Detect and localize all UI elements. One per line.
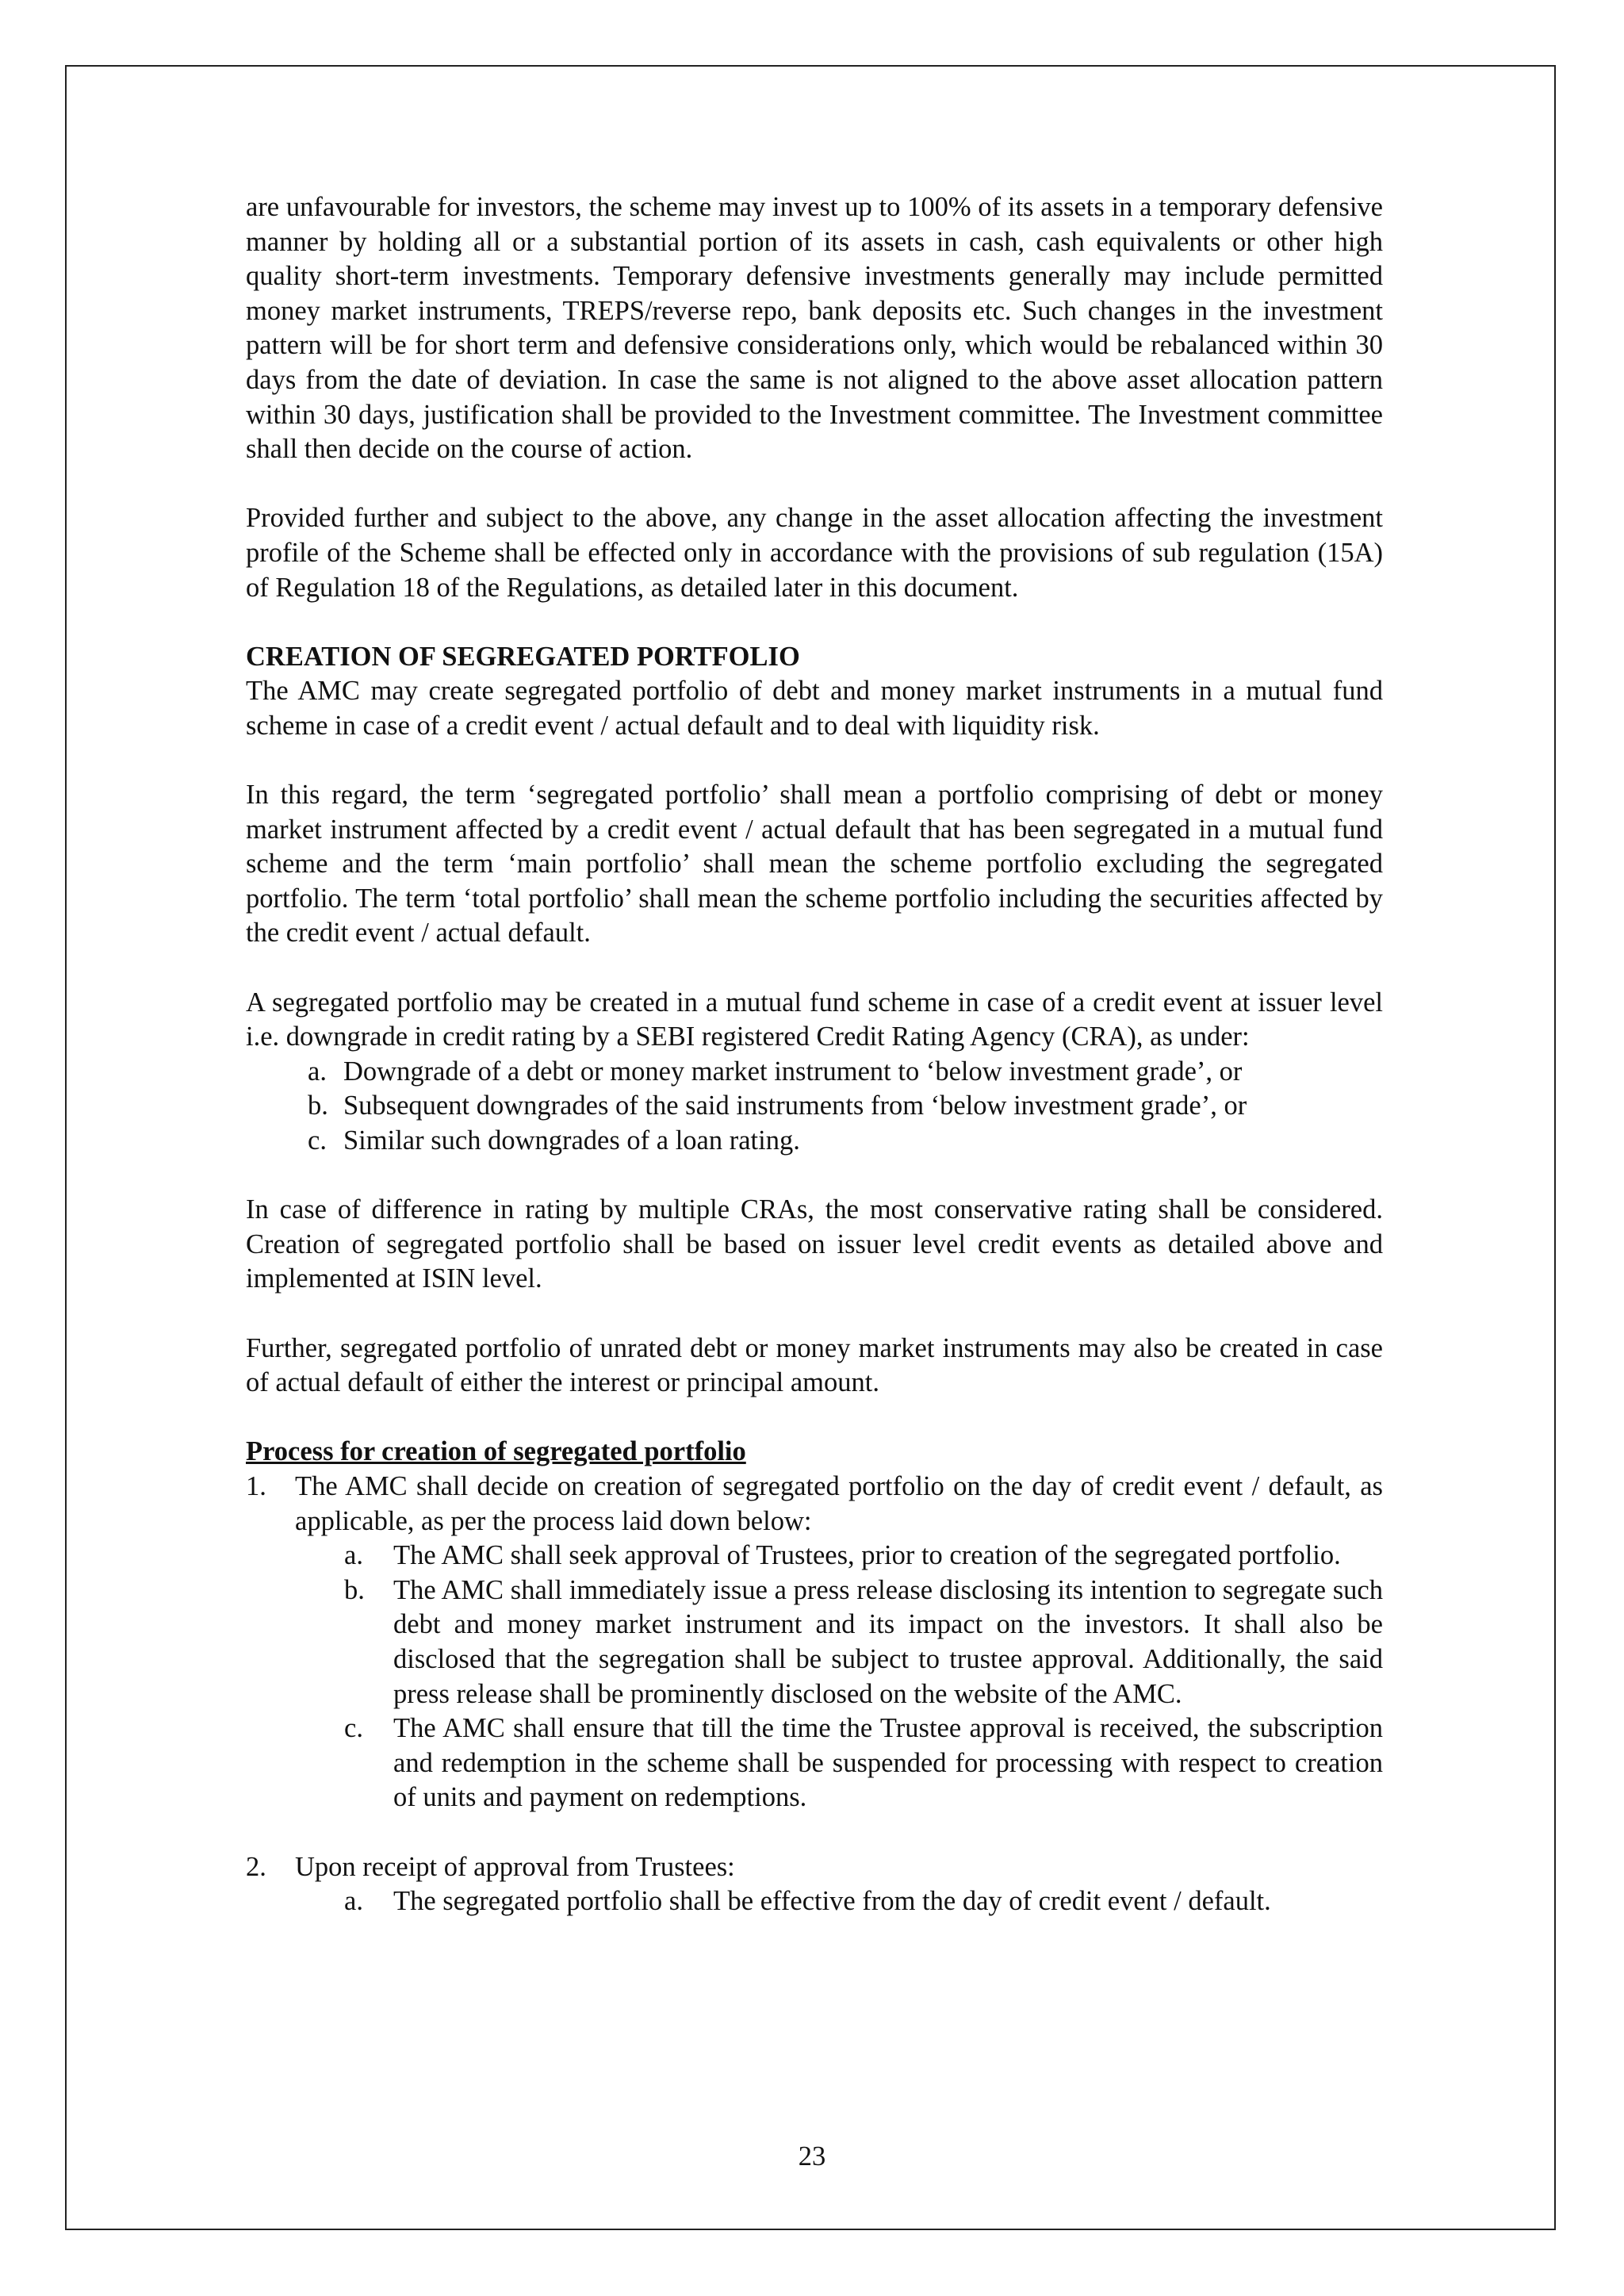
paragraph-credit-event: A segregated portfolio may be created in a mutual fund scheme in case of a credit event at issuer level i.e. downgrade in credit rating by a SEBI registered Credit Rating Agency (CRA), as under: (246, 987, 1383, 1052)
process-item-1 (246, 1470, 1383, 1539)
process-list (246, 1470, 1383, 1919)
paragraph-multiple-cras: In case of difference in rating by multiple CRAs, the most conservative rating shall be considered. Creation of segregated portfolio shall be based on issuer level credit events as detailed above and implemented at ISIN level. (246, 1194, 1383, 1294)
list-marker: a. (344, 1886, 363, 1917)
paragraph-definitions: In this regard, the term ‘segregated portfolio’ shall mean a portfolio comprising of debt or money market instrument affected by a credit event / actual default that has been segregated in a mutual fund scheme and the term ‘main portfolio’ shall mean the scheme portfolio excluding the segregated portfolio. The term ‘total portfolio’ shall mean the scheme portfolio including the securities affected by the credit event / actual default. (246, 780, 1383, 949)
list-item-text: The AMC shall ensure that till the time the Trustee approval is received, the subscription and redemption in the scheme shall be suspended for processing with respect to creation of units and payment on redemptions. (393, 1713, 1383, 1813)
list-item (246, 1055, 1383, 1090)
list-marker: 2. (246, 1851, 266, 1882)
paragraph-provided-further: Provided further and subject to the above, any change in the asset allocation affecting the investment profile of the Scheme shall be effected only in accordance with the provisions of sub regulation (15A) of Regulation 18 of the Regulations, as detailed later in this document. (246, 503, 1383, 603)
list-item-text: The segregated portfolio shall be effective from the day of credit event / default. (393, 1886, 1271, 1917)
list-item (246, 1884, 1383, 1919)
section-heading: CREATION OF SEGREGATED PORTFOLIO (246, 641, 800, 672)
cra-list (246, 1055, 1383, 1159)
list-item-text: Similar such downgrades of a loan rating. (343, 1125, 800, 1156)
paragraph-unrated-debt: Further, segregated portfolio of unrated debt or money market instruments may also be created in case of actual default of either the interest or principal amount. (246, 1332, 1383, 1398)
list-item (246, 1573, 1383, 1711)
list-item-text: Upon receipt of approval from Trustees: (295, 1851, 735, 1882)
list-marker: a. (308, 1056, 327, 1087)
list-marker: 1. (246, 1470, 266, 1501)
list-marker: a. (344, 1540, 363, 1571)
process-item-2 (246, 1850, 1383, 1885)
list-marker: c. (308, 1125, 327, 1156)
list-marker: b. (308, 1091, 328, 1121)
paragraph-temporary-defensive: are unfavourable for investors, the scheme may invest up to 100% of its assets in a temporary defensive manner by holding all or a substantial portion of its assets in cash, cash equivalents or other high quality short-term investments. Temporary defensive investments generally may include permitted money market instruments, TREPS/reverse repo, bank deposits etc. Such changes in the investment pattern will be for short term and defensive considerations only, which would be rebalanced within 30 days from the date of deviation. In case the same is not aligned to the above asset allocation pattern within 30 days, justification shall be provided to the Investment committee. The Investment committee shall then decide on the course of action. (246, 192, 1383, 465)
list-marker: b. (344, 1574, 365, 1605)
list-item (246, 1089, 1383, 1124)
subsection-heading: Process for creation of segregated portfolio (246, 1436, 746, 1467)
list-item-text: The AMC shall immediately issue a press release disclosing its intention to segregate such debt and money market instrument and its impact on the investors. It shall also be disclosed that the segregation shall be subject to trustee approval. Additionally, the said press release shall be prominently disclosed on the website of the AMC. (393, 1574, 1383, 1709)
list-item (246, 1124, 1383, 1159)
list-item (246, 1539, 1383, 1573)
list-item-text: The AMC shall seek approval of Trustees, prior to creation of the segregated portfolio. (393, 1540, 1341, 1571)
paragraph-amc-may-create: The AMC may create segregated portfolio of debt and money market instruments in a mutual fund scheme in case of a credit event / actual default and to deal with liquidity risk. (246, 676, 1383, 741)
list-marker: c. (344, 1713, 363, 1744)
list-item (246, 1711, 1383, 1815)
list-item-text: The AMC shall decide on creation of segregated portfolio on the day of credit event / default, as applicable, as per the process laid down below: (295, 1470, 1383, 1536)
list-item-text: Downgrade of a debt or money market instrument to ‘below investment grade’, or (343, 1056, 1243, 1087)
list-item-text: Subsequent downgrades of the said instruments from ‘below investment grade’, or (343, 1091, 1247, 1121)
document-body (246, 190, 1383, 1919)
page-number: 23 (798, 2141, 826, 2171)
